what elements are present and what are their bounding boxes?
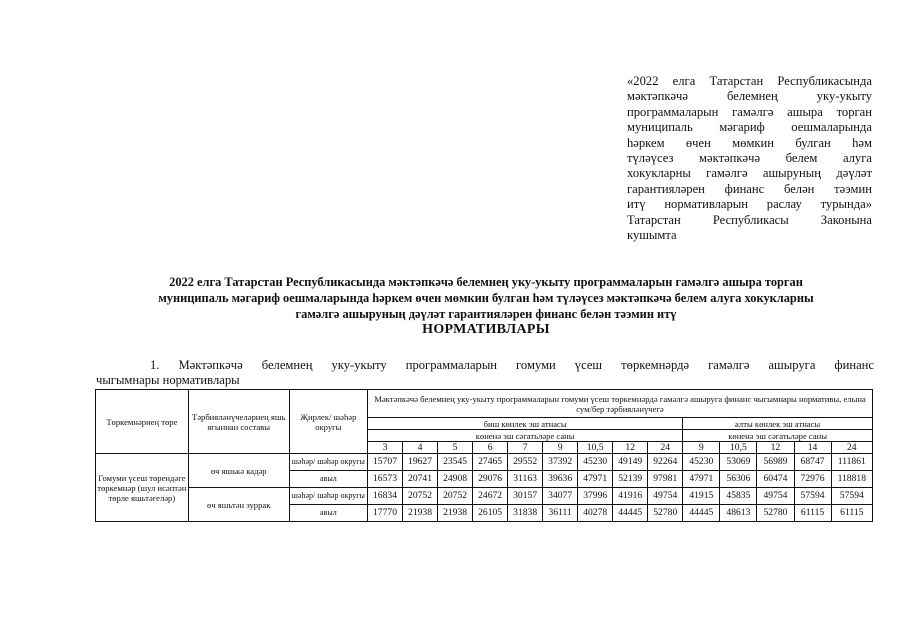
- hours-cell: 5: [438, 442, 473, 454]
- value-cell: 68747: [794, 454, 831, 471]
- title-line: 2022 елга Татарстан Республикасында мәктәпкәчә белемнең уку-укыту программаларын гамәлгә ашыра торган: [169, 275, 803, 289]
- value-cell: 31163: [508, 471, 543, 488]
- value-cell: 41915: [683, 488, 720, 505]
- hours-cell: 10,5: [578, 442, 613, 454]
- hours-cell: 3: [367, 442, 402, 454]
- value-cell: 21938: [403, 505, 438, 522]
- value-cell: 61115: [794, 505, 831, 522]
- value-cell: 17770: [367, 505, 402, 522]
- area-cell: шәһәр/ шәһәр округы: [289, 454, 367, 471]
- header-norm-main: Мәктәпкәчә белемнең уку-укыту программаларын гомуми үсеш төркемнәрдә гамәлгә ашыруга финанс чыгымнары нормативы, елына сум/бер тәрбияләнүчегә: [367, 390, 872, 418]
- value-cell: 23545: [438, 454, 473, 471]
- value-cell: 15707: [367, 454, 402, 471]
- value-cell: 40278: [578, 505, 613, 522]
- value-cell: 24672: [473, 488, 508, 505]
- title-line: муниципаль мәгариф оешмаларында һәркем өчен мөмкин булган һәм түләүсез мәктәпкәчә белем алуга хокукларны: [158, 291, 814, 305]
- value-cell: 34077: [543, 488, 578, 505]
- value-cell: 56989: [757, 454, 794, 471]
- value-cell: 47971: [683, 471, 720, 488]
- header-five-day-week: биш көнлек эш атнасы: [367, 418, 682, 430]
- annex-line: «2022 елга Татарстан Республикасында: [627, 74, 872, 88]
- annex-line: Татарстан Республикасы Законына: [627, 212, 872, 227]
- group-type-cell: Гомуми үсеш төрендәге төркемнәр (шул исәптән төрле яшьтәгеләр): [96, 454, 189, 522]
- area-cell: шәһәр/ шәһәр округы: [289, 488, 367, 505]
- header-hours-five: көненә эш сәгатьләре саны: [367, 430, 682, 442]
- value-cell: 41916: [613, 488, 648, 505]
- value-cell: 118818: [831, 471, 872, 488]
- value-cell: 20752: [403, 488, 438, 505]
- value-cell: 48613: [720, 505, 757, 522]
- hours-cell: 9: [543, 442, 578, 454]
- value-cell: 60474: [757, 471, 794, 488]
- area-cell: авыл: [289, 471, 367, 488]
- annex-note: [627, 74, 872, 243]
- value-cell: 45230: [578, 454, 613, 471]
- header-area: Җирлек/ шәһәр округы: [289, 390, 367, 454]
- title-line: гамәлгә ашыруның дәүләт гарантияләрен финанс белән тәэмин итү: [295, 307, 677, 321]
- hours-cell: 12: [613, 442, 648, 454]
- hours-cell: 9: [683, 442, 720, 454]
- annex-line: хокукларны гамәлгә ашыруның дәүләт: [627, 166, 872, 181]
- value-cell: 20752: [438, 488, 473, 505]
- annex-line: түләүсез мәктәпкәчә белем алуга: [627, 151, 872, 166]
- value-cell: 20741: [403, 471, 438, 488]
- value-cell: 37392: [543, 454, 578, 471]
- section-line: чыгымнары нормативлары: [96, 373, 240, 387]
- value-cell: 49754: [757, 488, 794, 505]
- value-cell: 52139: [613, 471, 648, 488]
- value-cell: 49754: [648, 488, 683, 505]
- annex-line: итү нормативларын раслау турында»: [627, 197, 872, 212]
- hours-cell: 24: [648, 442, 683, 454]
- annex-line: һәркем өчен мөмкин булган һәм: [627, 135, 872, 150]
- hours-cell: 14: [794, 442, 831, 454]
- value-cell: 36111: [543, 505, 578, 522]
- value-cell: 45230: [683, 454, 720, 471]
- value-cell: 61115: [831, 505, 872, 522]
- table-body: [96, 454, 873, 522]
- hours-cell: 24: [831, 442, 872, 454]
- value-cell: 56306: [720, 471, 757, 488]
- value-cell: 16573: [367, 471, 402, 488]
- section-heading: [96, 358, 874, 388]
- value-cell: 37996: [578, 488, 613, 505]
- table-row: [96, 454, 873, 471]
- hours-cell: 12: [757, 442, 794, 454]
- value-cell: 21938: [438, 505, 473, 522]
- area-cell: авыл: [289, 505, 367, 522]
- hours-cell: 10,5: [720, 442, 757, 454]
- value-cell: 45835: [720, 488, 757, 505]
- value-cell: 72976: [794, 471, 831, 488]
- value-cell: 44445: [683, 505, 720, 522]
- document-heading: НОРМАТИВЛАРЫ: [422, 322, 550, 337]
- value-cell: 29076: [473, 471, 508, 488]
- annex-line: мәктәпкәчә белемнең уку-укыту: [627, 89, 872, 104]
- annex-line: кушымта: [627, 228, 677, 243]
- hours-cell: 7: [508, 442, 543, 454]
- annex-line: гарантияләрен финанс белән тәэмин: [627, 181, 872, 196]
- header-group-type: Төркемнәрнең төре: [96, 390, 189, 454]
- value-cell: 24908: [438, 471, 473, 488]
- age-group-cell: өч яшькә кадәр: [188, 454, 289, 488]
- value-cell: 26105: [473, 505, 508, 522]
- value-cell: 16834: [367, 488, 402, 505]
- value-cell: 97981: [648, 471, 683, 488]
- header-hours-six: көненә эш сәгатьләре саны: [683, 430, 873, 442]
- value-cell: 111861: [831, 454, 872, 471]
- value-cell: 30157: [508, 488, 543, 505]
- value-cell: 27465: [473, 454, 508, 471]
- value-cell: 44445: [613, 505, 648, 522]
- age-group-cell: өч яшьтән зуррак: [188, 488, 289, 522]
- header-six-day-week: алты көнлек эш атнасы: [683, 418, 873, 430]
- annex-line: муниципаль мәгариф оешмаларында: [627, 120, 872, 135]
- document-title: [98, 274, 874, 322]
- value-cell: 52780: [648, 505, 683, 522]
- value-cell: 29552: [508, 454, 543, 471]
- annex-line: программаларын гамәлгә ашыра торган: [627, 104, 872, 119]
- value-cell: 31838: [508, 505, 543, 522]
- value-cell: 53069: [720, 454, 757, 471]
- value-cell: 47971: [578, 471, 613, 488]
- value-cell: 52780: [757, 505, 794, 522]
- table-row: [96, 488, 873, 505]
- value-cell: 57594: [794, 488, 831, 505]
- value-cell: 39636: [543, 471, 578, 488]
- hours-cell: 4: [403, 442, 438, 454]
- value-cell: 92264: [648, 454, 683, 471]
- value-cell: 19627: [403, 454, 438, 471]
- value-cell: 57594: [831, 488, 872, 505]
- header-age-composition: Тәрбияләнүчеләрнең яшь ягыннан составы: [188, 390, 289, 454]
- norms-table: [95, 389, 873, 522]
- section-line: 1. Мәктәпкәчә белемнең уку-укыту программаларын гомуми үсеш төркемнәрдә гамәлгә ашыруга финанс: [150, 358, 874, 372]
- value-cell: 49149: [613, 454, 648, 471]
- hours-cell: 6: [473, 442, 508, 454]
